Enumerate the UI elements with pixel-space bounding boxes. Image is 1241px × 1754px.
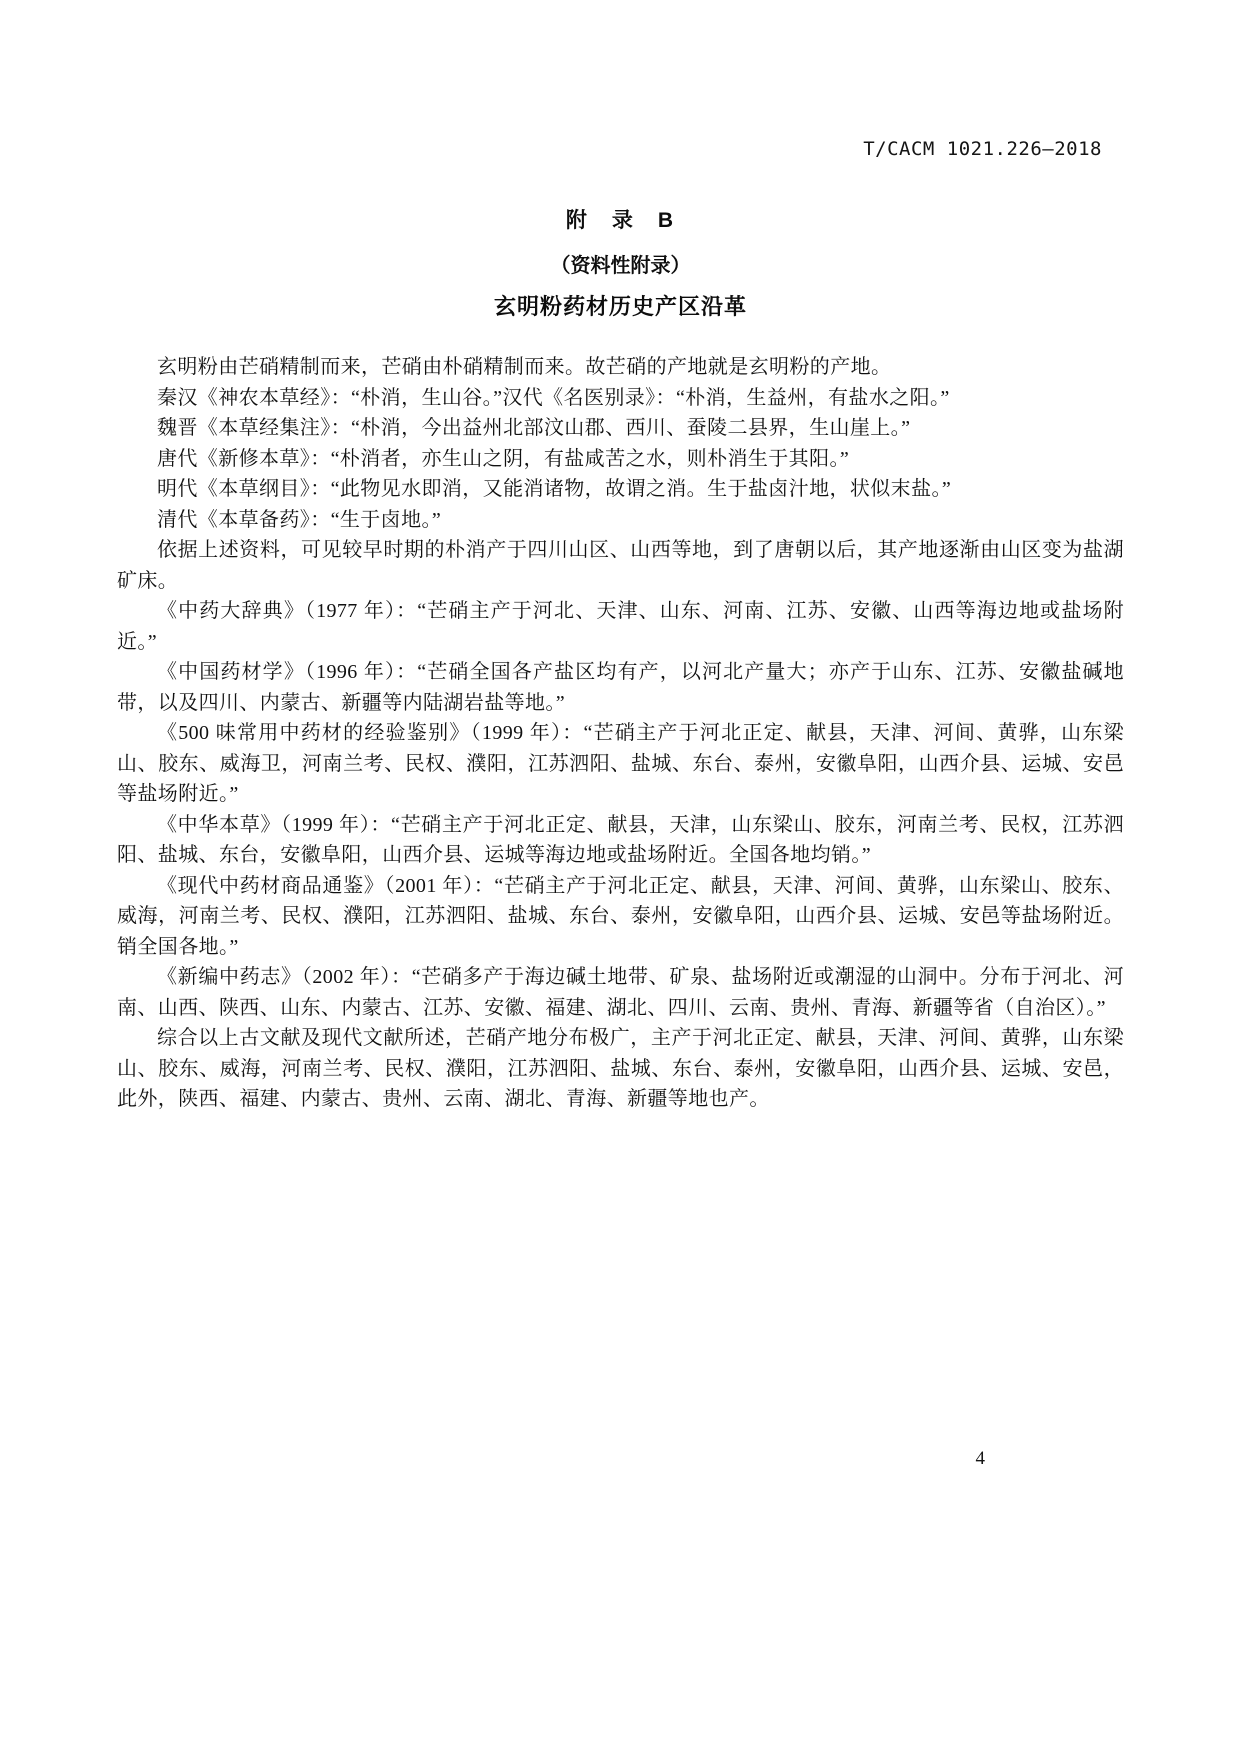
appendix-title-block [117, 204, 1124, 321]
paragraph-zhongyao-dacidian: 《中药大辞典》（1977 年）：“芒硝主产于河北、天津、山东、河南、江苏、安徽、山西等海边地或盐场附近。” [117, 600, 1124, 653]
paragraph-xinbian-zhongyaozhi: 《新编中药志》（2002 年）：“芒硝多产于海边碱土地带、矿泉、盐场附近或潮湿的山洞中。分布于河北、河南、山西、陕西、山东、内蒙古、江苏、安徽、福建、湖北、四川、云南、贵州、青海、新疆等省（自治区）。” [117, 966, 1124, 1019]
paragraph-qingdai-source: 清代《本草备药》：“生于卤地。” [157, 508, 442, 531]
page-number: 4 [975, 1448, 985, 1469]
document-body [117, 352, 1124, 1115]
paragraph-tangdai-source: 唐代《新修本草》：“朴消者，亦生山之阴，有盐咸苦之水，则朴消生于其阳。” [157, 447, 850, 470]
paragraph-conclusion: 综合以上古文献及现代文献所述，芒硝产地分布极广，主产于河北正定、献县，天津、河间、黄骅，山东梁山、胶东、威海，河南兰考、民权、濮阳，江苏泗阳、盐城、东台、泰州，安徽阜阳，山西介县、运城、安邑，此外，陕西、福建、内蒙古、贵州、云南、湖北、青海、新疆等地也产。 [117, 1027, 1124, 1110]
paragraph-mingdai-source: 明代《本草纲目》：“此物见水即消，又能消诸物，故谓之消。生于盐卤汁地，状似末盐。” [157, 478, 952, 500]
paragraph-zhongguo-yaocaixue: 《中国药材学》（1996 年）：“芒硝全国各产盐区均有产，以河北产量大；亦产于山东、江苏、安徽盐碱地带，以及四川、内蒙古、新疆等内陆湖岩盐等地。” [117, 661, 1124, 714]
paragraph-500wei-jianbie: 《500 味常用中药材的经验鉴别》（1999 年）：“芒硝主产于河北正定、献县，天津、河间、黄骅，山东梁山、胶东、威海卫，河南兰考、民权、濮阳，江苏泗阳、盐城、东台、泰州，安徽阜阳，山西介县、运城、安邑等盐场附近。” [117, 722, 1124, 805]
appendix-title: 附 录 B [565, 209, 676, 232]
paragraph-weijin-source: 魏晋《本草经集注》：“朴消，今出益州北部汶山郡、西川、蚕陵二县界，生山崖上。” [157, 417, 911, 439]
paragraph-intro: 玄明粉由芒硝精制而来，芒硝由朴硝精制而来。故芒硝的产地就是玄明粉的产地。 [157, 356, 892, 378]
paragraph-qinhan-source: 秦汉《神农本草经》：“朴消，生山谷。”汉代《名医别录》：“朴消，生益州，有盐水之阳。” [157, 386, 950, 409]
paragraph-zhonghua-bencao: 《中华本草》（1999 年）：“芒硝主产于河北正定、献县，天津，山东梁山、胶东，河南兰考、民权，江苏泗阳、盐城、东台，安徽阜阳，山西介县、运城等海边地或盐场附近。全国各地均销。” [117, 813, 1124, 866]
appendix-type-label: （资料性附录） [550, 255, 691, 277]
paragraph-xiandai-tongjian: 《现代中药材商品通鉴》（2001 年）：“芒硝主产于河北正定、献县，天津、河间、黄骅，山东梁山、胶东、威海，河南兰考、民权、濮阳，江苏泗阳、盐城、东台、泰州，安徽阜阳，山西介县、运城、安邑等盐场附近。销全国各地。” [117, 874, 1124, 958]
appendix-heading: 玄明粉药材历史产区沿革 [493, 294, 747, 319]
paragraph-summary-early: 依据上述资料，可见较早时期的朴消产于四川山区、山西等地，到了唐朝以后，其产地逐渐由山区变为盐湖矿床。 [117, 539, 1124, 592]
standard-number-header: T/CACM 1021.226—2018 [863, 138, 1102, 160]
